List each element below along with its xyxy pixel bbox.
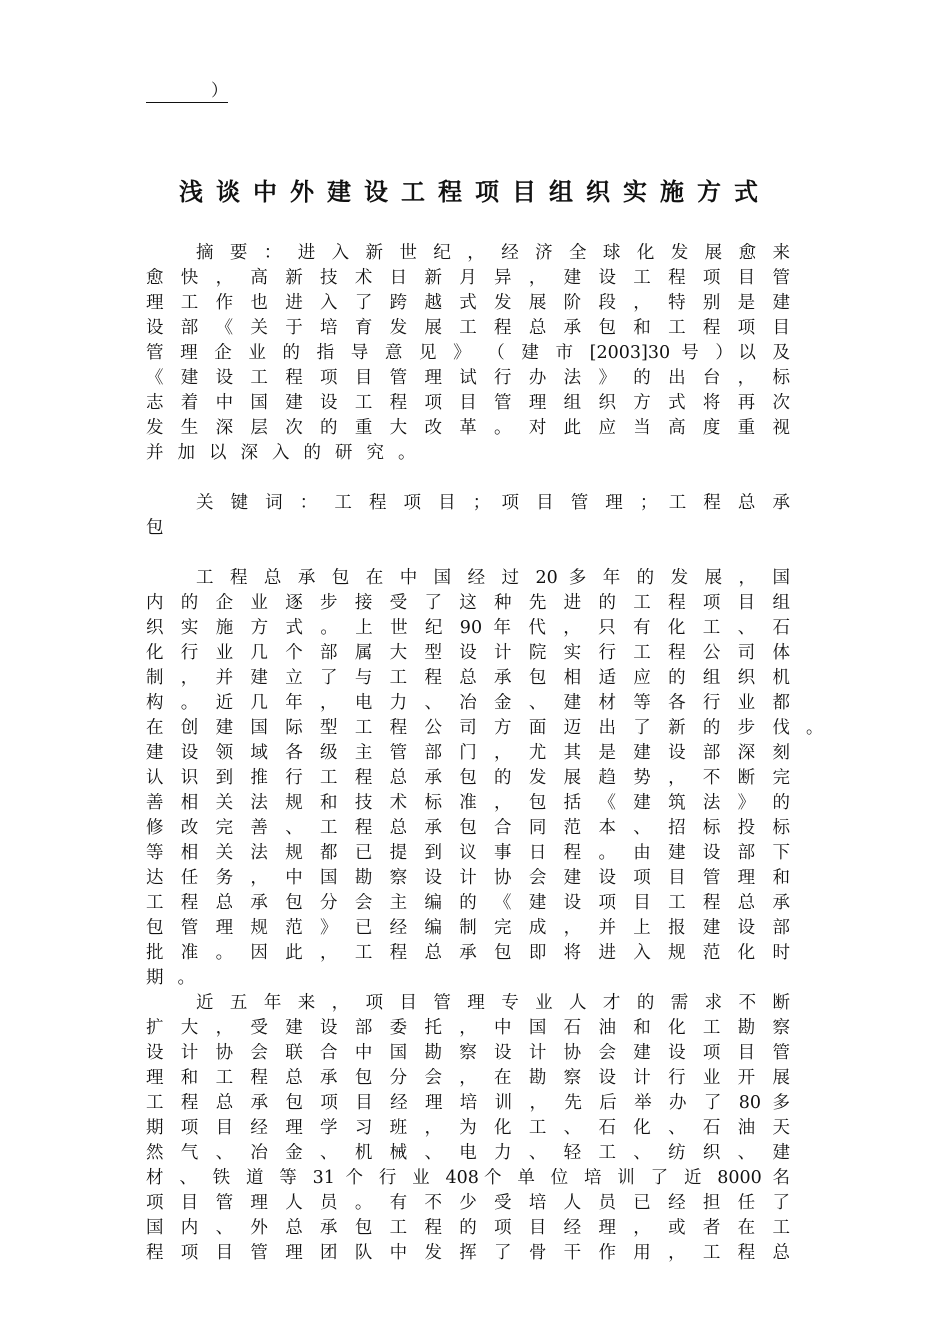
paragraph-line: 然 气 、 冶 金 、 机 械 、 电 力 、 轻 工 、 纺 织 、 建: [146, 1143, 790, 1163]
paragraph-line: 织 实 施 方 式 。 上 世 纪 90 年 代 ， 只 有 化 工 、 石: [146, 618, 790, 638]
paragraph-line: 制 ， 并 建 立 了 与 工 程 总 承 包 相 适 应 的 组 织 机: [146, 668, 790, 688]
keywords-line: 包: [146, 518, 178, 538]
paragraph-line: 国 内 、 外 总 承 包 工 程 的 项 目 经 理 ， 或 者 在 工: [146, 1218, 790, 1238]
paragraph-line: 建 设 领 域 各 级 主 管 部 门 ， 尤 其 是 建 设 部 深 刻: [146, 743, 790, 763]
paragraph-line: 理 和 工 程 总 承 包 分 会 ， 在 勘 察 设 计 行 业 开 展: [146, 1068, 790, 1088]
keywords-line: 关 键 词 ： 工 程 项 目 ； 项 目 管 理 ； 工 程 总 承: [196, 493, 790, 513]
abstract-line: 管 理 企 业 的 指 导 意 见 》 （ 建 市 [2003]30 号 ）以 及: [146, 343, 790, 363]
paragraph-line: 批 准 。 因 此 ， 工 程 总 承 包 即 将 进 入 规 范 化 时: [146, 943, 790, 963]
paragraph-line: 化 行 业 几 个 部 属 大 型 设 计 院 实 行 工 程 公 司 体: [146, 643, 790, 663]
abstract-paragraph: [146, 241, 790, 466]
paragraph-line: 近 五 年 来 ， 项 目 管 理 专 业 人 才 的 需 求 不 断: [196, 993, 790, 1013]
paragraph-line: 材 、 铁 道 等 31 个 行 业 408个 单 位 培 训 了 近 8000 名: [146, 1168, 790, 1188]
overflow-period: 。: [806, 718, 823, 738]
paragraph-line: 期。: [146, 968, 209, 988]
paragraph-line: 等 相 关 法 规 都 已 提 到 议 事 日 程 。 由 建 设 部 下: [146, 843, 790, 863]
abstract-line: 《 建 设 工 程 项 目 管 理 试 行 办 法 》 的 出 台 ， 标: [146, 368, 790, 388]
abstract-line: 设 部 《 关 于 培 育 发 展 工 程 总 承 包 和 工 程 项 目: [146, 318, 790, 338]
abstract-line: 发 生 深 层 次 的 重 大 改 革 。 对 此 应 当 高 度 重 视: [146, 418, 790, 438]
paragraph-line: 工 程 总 承 包 分 会 主 编 的 《 建 设 项 目 工 程 总 承: [146, 893, 790, 913]
body-paragraph-2: [146, 991, 790, 1266]
document-title: 浅谈中外建设工程项目组织实施方式: [179, 178, 771, 206]
abstract-line: 志 着 中 国 建 设 工 程 项 目 管 理 组 织 方 式 将 再 次: [146, 393, 790, 413]
paragraph-line: 工 程 总 承 包 项 目 经 理 培 训 ， 先 后 举 办 了 80 多: [146, 1093, 790, 1113]
keywords-paragraph: [146, 491, 790, 541]
paragraph-line: 认 识 到 推 行 工 程 总 承 包 的 发 展 趋 势 ， 不 断 完: [146, 768, 790, 788]
paragraph-line: 善 相 关 法 规 和 技 术 标 准 ， 包 括 《 建 筑 法 》 的: [146, 793, 790, 813]
paragraph-line: 修 改 完 善 、 工 程 总 承 包 合 同 范 本 、 招 标 投 标: [146, 818, 790, 838]
paragraph-line: 期 项 目 经 理 学 习 班 ， 为 化 工 、 石 化 、 石 油 天: [146, 1118, 790, 1138]
paragraph-line: 扩 大 ， 受 建 设 部 委 托 ， 中 国 石 油 和 化 工 勘 察: [146, 1018, 790, 1038]
paragraph-line: 内 的 企 业 逐 步 接 受 了 这 种 先 进 的 工 程 项 目 组: [146, 593, 790, 613]
paragraph-line: 程 项 目 管 理 团 队 中 发 挥 了 骨 干 作 用 ， 工 程 总: [146, 1243, 790, 1263]
paragraph-line: 设 计 协 会 联 合 中 国 勘 察 设 计 协 会 建 设 项 目 管: [146, 1043, 790, 1063]
abstract-line: 并加以深入的研究。: [146, 443, 430, 463]
paragraph-line: 工 程 总 承 包 在 中 国 经 过 20 多 年 的 发 展 ， 国: [196, 568, 790, 588]
abstract-line: 愈 快 ， 高 新 技 术 日 新 月 异 ， 建 设 工 程 项 目 管: [146, 268, 790, 288]
paragraph-line: 达 任 务 ， 中 国 勘 察 设 计 协 会 建 设 项 目 管 理 和: [146, 868, 790, 888]
abstract-line: 理 工 作 也 进 入 了 跨 越 式 发 展 阶 段 ， 特 别 是 建: [146, 293, 790, 313]
abstract-line: 摘 要 ： 进 入 新 世 纪 ， 经 济 全 球 化 发 展 愈 来: [196, 243, 790, 263]
header-underline-mark: ）: [146, 80, 228, 103]
paragraph-line: 包 管 理 规 范 》 已 经 编 制 完 成 ， 并 上 报 建 设 部: [146, 918, 790, 938]
paragraph-line: 在 创 建 国 际 型 工 程 公 司 方 面 迈 出 了 新 的 步 伐: [146, 718, 790, 738]
body-paragraph-1: [146, 566, 790, 991]
paragraph-line: 构 。 近 几 年 ， 电 力 、 冶 金 、 建 材 等 各 行 业 都: [146, 693, 790, 713]
paragraph-line: 项 目 管 理 人 员 。 有 不 少 受 培 人 员 已 经 担 任 了: [146, 1193, 790, 1213]
